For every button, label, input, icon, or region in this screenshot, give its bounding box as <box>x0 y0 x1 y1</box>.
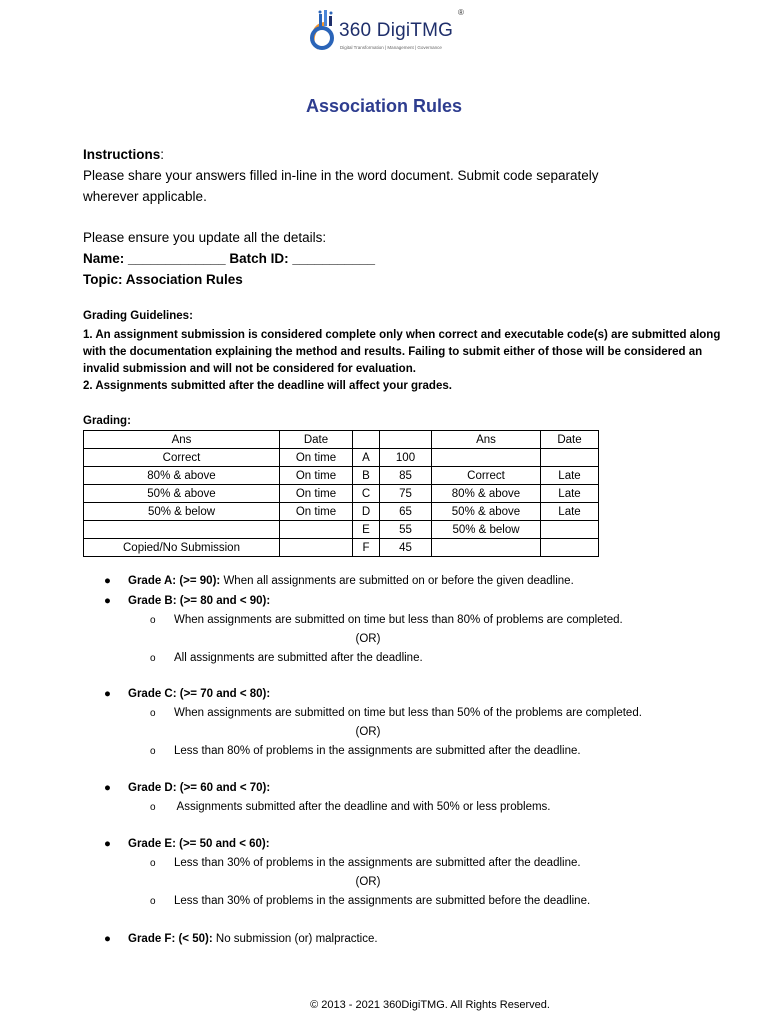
table-cell: C <box>353 485 380 503</box>
company-logo <box>304 8 474 60</box>
bullet-icon: ● <box>104 688 111 700</box>
instructions-colon: : <box>160 147 165 162</box>
grading-label: Grading: <box>83 415 131 427</box>
guideline-1-line-2: with the documentation explaining the method and results. Failing to submit either of those will be considered an <box>83 346 703 358</box>
grade-b-item <box>104 593 270 610</box>
sub-bullet-icon: o <box>150 858 156 869</box>
guideline-2: 2. Assignments submitted after the deadline will affect your grades. <box>83 380 452 392</box>
grade-e-sub-1 <box>150 855 581 872</box>
page-title: Association Rules <box>305 96 463 116</box>
grade-e-item <box>104 836 270 853</box>
topic-line: Topic: Association Rules <box>83 272 243 287</box>
table-cell: Correct <box>432 467 541 485</box>
table-row <box>84 485 599 503</box>
sub-bullet-icon: o <box>150 746 156 757</box>
table-header-cell <box>380 431 432 449</box>
grade-c-sub-1 <box>150 705 642 722</box>
guideline-1-line-1: 1. An assignment submission is considered complete only when correct and executable code(s) are submitted along <box>83 329 721 341</box>
table-cell <box>432 539 541 557</box>
table-cell: F <box>353 539 380 557</box>
table-cell: Late <box>541 467 599 485</box>
table-cell: D <box>353 503 380 521</box>
grade-a-text: When all assignments are submitted on or before the given deadline. <box>220 575 574 587</box>
table-header-cell: Date <box>541 431 599 449</box>
table-row <box>84 521 599 539</box>
grade-e-label: Grade E: (>= 50 and < 60): <box>128 838 270 850</box>
table-cell: On time <box>280 449 353 467</box>
or-separator: (OR) <box>355 876 381 888</box>
table-cell: 50% & below <box>84 503 280 521</box>
instructions-heading-label: Instructions <box>83 147 161 162</box>
grade-b-label: Grade B: (>= 80 and < 90): <box>128 595 271 607</box>
grade-c-sub-2 <box>150 743 581 760</box>
grade-b-sub-2-text: All assignments are submitted after the deadline. <box>174 652 423 664</box>
table-header-cell: Date <box>280 431 353 449</box>
logo-mark-icon <box>304 8 338 60</box>
bullet-icon: ● <box>104 933 111 945</box>
sub-bullet-icon: o <box>150 896 156 907</box>
table-header-cell: Ans <box>432 431 541 449</box>
table-cell <box>541 521 599 539</box>
table-cell: On time <box>280 485 353 503</box>
table-cell: 80% & above <box>432 485 541 503</box>
grade-e-sub-2 <box>150 893 590 910</box>
grade-b-sub-2 <box>150 650 423 667</box>
sub-bullet-icon: o <box>150 708 156 719</box>
table-cell: Late <box>541 503 599 521</box>
table-cell <box>541 539 599 557</box>
table-cell <box>541 449 599 467</box>
grading-guidelines-heading: Grading Guidelines: <box>83 310 193 322</box>
grade-f-item <box>104 931 378 948</box>
table-cell: Copied/No Submission <box>84 539 280 557</box>
table-cell: A <box>353 449 380 467</box>
table-cell: 50% & below <box>432 521 541 539</box>
sub-bullet-icon: o <box>150 653 156 664</box>
grade-b-sub-1 <box>150 612 623 629</box>
table-row <box>84 449 599 467</box>
guideline-1-line-3: invalid submission and will not be considered for evaluation. <box>83 363 416 375</box>
or-separator: (OR) <box>355 633 381 645</box>
grade-a-label: Grade A: (>= 90): <box>128 575 221 587</box>
table-row <box>84 539 599 557</box>
or-separator: (OR) <box>355 726 381 738</box>
table-cell: 50% & above <box>84 485 280 503</box>
grade-a-item <box>104 573 574 590</box>
bullet-icon: ● <box>104 782 111 794</box>
table-cell: 100 <box>380 449 432 467</box>
grade-f-label: Grade F: (< 50): <box>128 933 213 945</box>
grade-c-sub-1-text: When assignments are submitted on time but less than 50% of the problems are completed. <box>174 707 642 719</box>
name-batch-line: Name: _____________ Batch ID: ___________ <box>83 251 375 266</box>
logo-registered-mark: ® <box>458 8 464 17</box>
table-cell: On time <box>280 503 353 521</box>
table-cell <box>280 521 353 539</box>
grade-d-item <box>104 780 270 797</box>
sub-bullet-icon: o <box>150 615 156 626</box>
table-cell: 80% & above <box>84 467 280 485</box>
table-row <box>84 503 599 521</box>
table-cell: Late <box>541 485 599 503</box>
table-cell <box>280 539 353 557</box>
logo-text: 360 DigiTMG <box>339 20 454 41</box>
grade-e-sub-1-text: Less than 30% of problems in the assignments are submitted after the deadline. <box>174 857 581 869</box>
copyright-footer: © 2013 - 2021 360DigiTMG. All Rights Reserved. <box>310 999 550 1011</box>
instructions-line-2: wherever applicable. <box>83 189 207 204</box>
table-cell: 50% & above <box>432 503 541 521</box>
grade-c-item <box>104 686 270 703</box>
table-header-cell <box>353 431 380 449</box>
table-cell: On time <box>280 467 353 485</box>
table-cell: 55 <box>380 521 432 539</box>
table-cell <box>84 521 280 539</box>
instructions-heading <box>83 145 164 165</box>
table-cell: 85 <box>380 467 432 485</box>
logo-tagline: Digital Transformation | Management | Governance <box>340 45 442 50</box>
sub-bullet-icon: o <box>150 802 156 813</box>
table-cell: Correct <box>84 449 280 467</box>
bullet-icon: ● <box>104 595 111 607</box>
table-cell: B <box>353 467 380 485</box>
table-cell: 65 <box>380 503 432 521</box>
grade-d-sub-1 <box>150 799 551 816</box>
bullet-icon: ● <box>104 838 111 850</box>
grade-b-sub-1-text: When assignments are submitted on time but less than 80% of problems are completed. <box>174 614 623 626</box>
table-header-cell: Ans <box>84 431 280 449</box>
grading-table <box>83 430 599 557</box>
grade-c-label: Grade C: (>= 70 and < 80): <box>128 688 271 700</box>
table-cell: 75 <box>380 485 432 503</box>
table-row <box>84 467 599 485</box>
bullet-icon: ● <box>104 575 111 587</box>
ensure-details-text: Please ensure you update all the details: <box>83 230 327 245</box>
table-header-row <box>84 431 599 449</box>
grade-f-text: No submission (or) malpractice. <box>212 933 378 945</box>
grade-d-sub-1-text: Assignments submitted after the deadline and with 50% or less problems. <box>174 801 551 813</box>
grade-e-sub-2-text: Less than 30% of problems in the assignments are submitted before the deadline. <box>174 895 591 907</box>
table-cell <box>432 449 541 467</box>
grade-c-sub-2-text: Less than 80% of problems in the assignments are submitted after the deadline. <box>174 745 581 757</box>
grade-d-label: Grade D: (>= 60 and < 70): <box>128 782 271 794</box>
table-cell: E <box>353 521 380 539</box>
instructions-line-1: Please share your answers filled in-line in the word document. Submit code separately <box>83 168 599 183</box>
table-cell: 45 <box>380 539 432 557</box>
